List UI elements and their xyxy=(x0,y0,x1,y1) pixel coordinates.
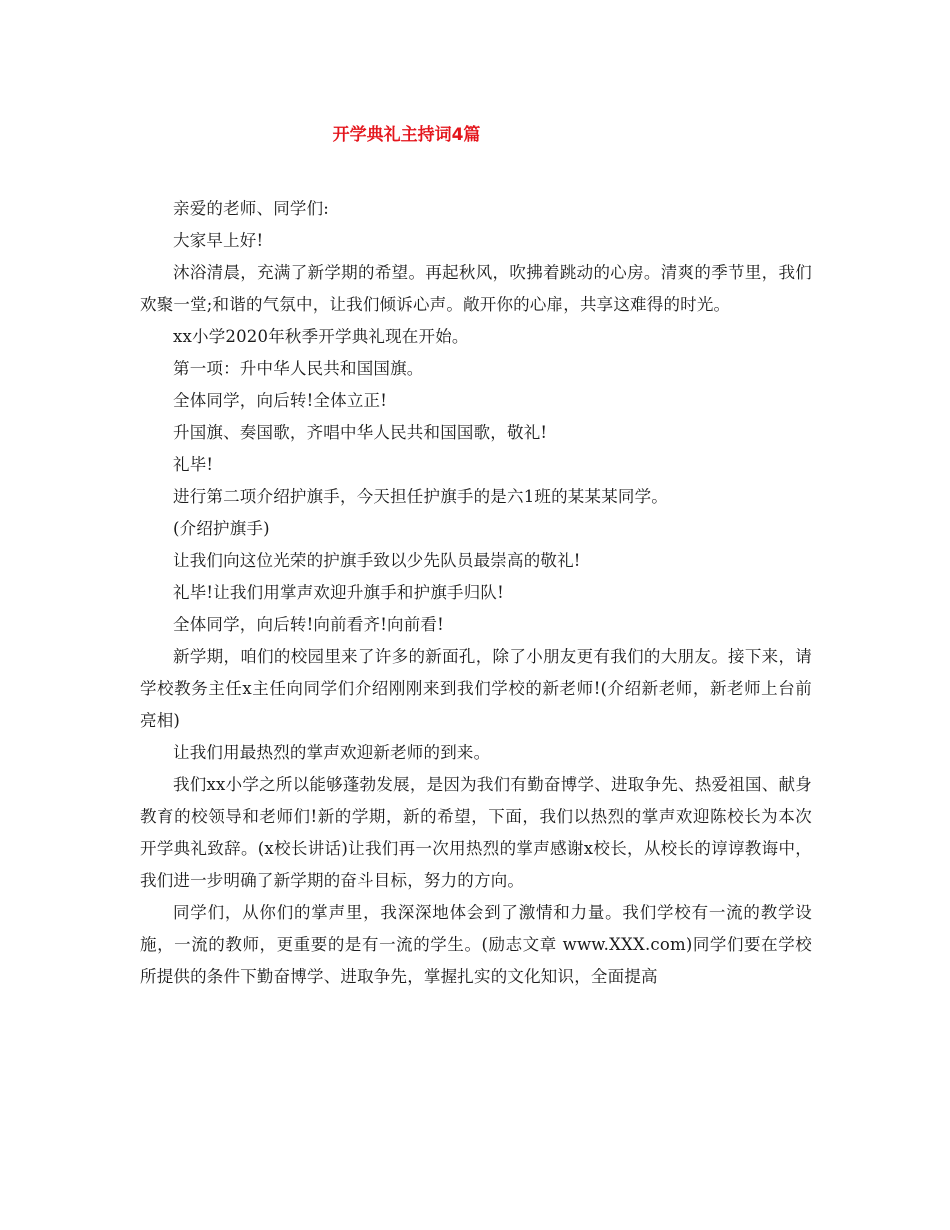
paragraph: 同学们，从你们的掌声里，我深深地体会到了激情和力量。我们学校有一流的教学设施，一流的教师，更重要的是有一流的学生。(励志文章 www.XXX.com)同学们要在学校所提供的条件下勤奋博学、进取争先，掌握扎实的文化知识，全面提高 xyxy=(140,903,812,986)
paragraph: 第一项：升中华人民共和国国旗。 xyxy=(173,359,424,378)
paragraph: xx小学2020年秋季开学典礼现在开始。 xyxy=(173,327,469,346)
paragraph: 新学期，咱们的校园里来了许多的新面孔，除了小朋友更有我们的大朋友。接下来，请学校教务主任x主任向同学们介绍刚刚来到我们学校的新老师!(介绍新老师，新老师上台前亮相) xyxy=(140,647,812,730)
paragraph: 让我们用最热烈的掌声欢迎新老师的到来。 xyxy=(173,743,491,762)
paragraph: 沐浴清晨，充满了新学期的希望。再起秋风，吹拂着跳动的心房。清爽的季节里，我们欢聚一堂;和谐的气氛中，让我们倾诉心声。敞开你的心扉，共享这难得的时光。 xyxy=(140,263,812,314)
paragraph: 升国旗、奏国歌，齐唱中华人民共和国国歌，敬礼! xyxy=(173,423,548,442)
paragraph: (介绍护旗手) xyxy=(173,519,270,538)
paragraph: 大家早上好! xyxy=(173,231,264,250)
paragraph: 亲爱的老师、同学们: xyxy=(173,199,330,218)
paragraph: 我们xx小学之所以能够蓬勃发展，是因为我们有勤奋博学、进取争先、热爱祖国、献身教育的校领导和老师们!新的学期，新的希望，下面，我们以热烈的掌声欢迎陈校长为本次开学典礼致辞。(x校长讲话)让我们再一次用热烈的掌声感谢x校长，从校长的谆谆教诲中，我们进一步明确了新学期的奋斗目标，努力的方向。 xyxy=(140,775,812,890)
paragraph: 让我们向这位光荣的护旗手致以少先队员最崇高的敬礼! xyxy=(173,551,581,570)
document-body xyxy=(140,193,812,993)
document-title: 开学典礼主持词4篇 xyxy=(332,125,481,145)
paragraph: 礼毕!让我们用掌声欢迎升旗手和护旗手归队! xyxy=(173,583,504,602)
paragraph: 全体同学，向后转!全体立正! xyxy=(173,391,388,410)
paragraph: 进行第二项介绍护旗手，今天担任护旗手的是六1班的某某某同学。 xyxy=(173,487,668,506)
paragraph: 全体同学，向后转!向前看齐!向前看! xyxy=(173,615,444,634)
paragraph: 礼毕! xyxy=(173,455,214,474)
